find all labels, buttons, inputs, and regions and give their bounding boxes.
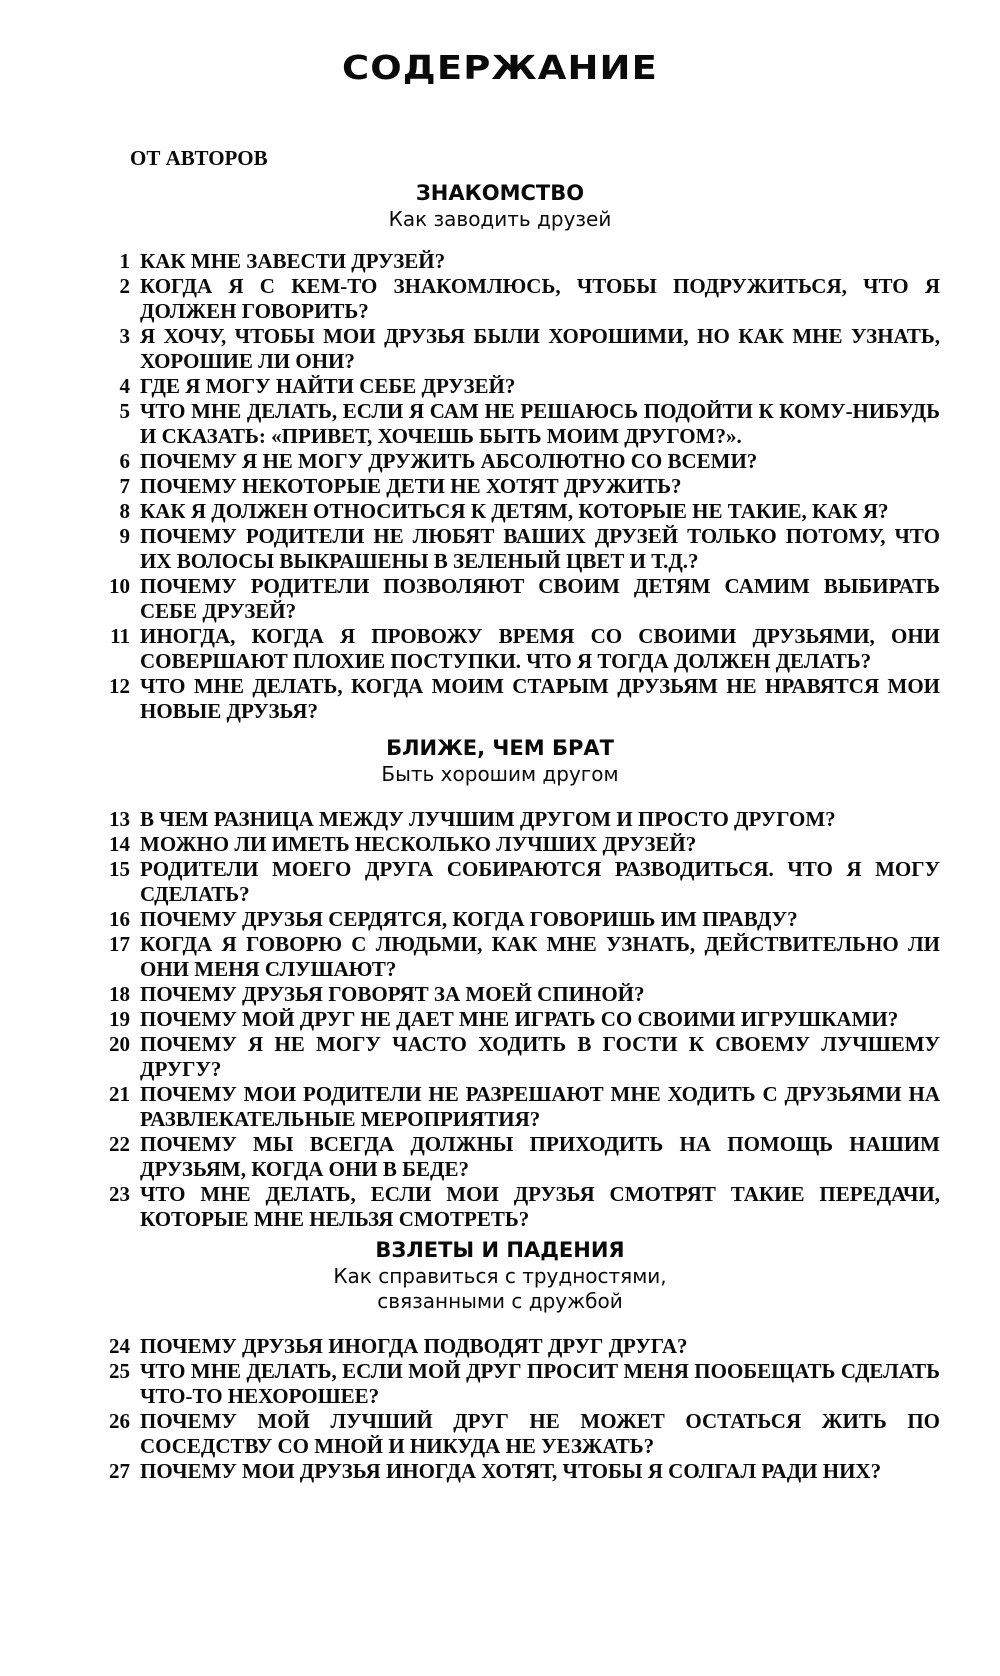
toc-item (0, 399, 1000, 449)
item-number: 7 (119, 474, 130, 498)
item-number: 5 (119, 399, 130, 423)
section-closer-than-brother (0, 735, 1000, 1232)
item-number: 24 (109, 1334, 130, 1358)
section-acquaintance (0, 180, 1000, 724)
toc-item (0, 574, 1000, 624)
item-text: ПОЧЕМУ МОИ РОДИТЕЛИ НЕ РАЗРЕШАЮТ МНЕ ХОДИТЬ С ДРУЗЬЯМИ НА РАЗВЛЕКАТЕЛЬНЫЕ МЕРОПРИЯТИЯ? (140, 1082, 940, 1131)
item-text: ПОЧЕМУ НЕКОТОРЫЕ ДЕТИ НЕ ХОТЯТ ДРУЖИТЬ? (140, 474, 682, 498)
toc-item (0, 1459, 1000, 1484)
toc-item (0, 1409, 1000, 1459)
item-text: ЧТО МНЕ ДЕЛАТЬ, КОГДА МОИМ СТАРЫМ ДРУЗЬЯМ НЕ НРАВЯТСЯ МОИ НОВЫЕ ДРУЗЬЯ? (140, 674, 940, 723)
toc-item (0, 374, 1000, 399)
toc-item (0, 474, 1000, 499)
item-text: МОЖНО ЛИ ИМЕТЬ НЕСКОЛЬКО ЛУЧШИХ ДРУЗЕЙ? (140, 832, 697, 856)
item-text: КОГДА Я С КЕМ-ТО ЗНАКОМЛЮСЬ, ЧТОБЫ ПОДРУЖИТЬСЯ, ЧТО Я ДОЛЖЕН ГОВОРИТЬ? (140, 274, 940, 323)
section-title: ВЗЛЕТЫ И ПАДЕНИЯ (375, 1238, 625, 1262)
item-text: КАК МНЕ ЗАВЕСТИ ДРУЗЕЙ? (140, 249, 446, 273)
toc-item (0, 832, 1000, 857)
toc-item (0, 1032, 1000, 1082)
toc-item (0, 674, 1000, 724)
toc-item (0, 1082, 1000, 1132)
item-number: 27 (109, 1459, 130, 1483)
toc-item (0, 1359, 1000, 1409)
item-number: 10 (109, 574, 130, 598)
item-text: КАК Я ДОЛЖЕН ОТНОСИТЬСЯ К ДЕТЯМ, КОТОРЫЕ НЕ ТАКИЕ, КАК Я? (140, 499, 889, 523)
item-number: 1 (119, 249, 130, 273)
toc-item (0, 499, 1000, 524)
section-header (0, 735, 1000, 787)
toc-item (0, 857, 1000, 907)
item-number: 16 (109, 907, 130, 931)
item-number: 11 (110, 624, 130, 648)
toc-item (0, 982, 1000, 1007)
toc-item (0, 1182, 1000, 1232)
item-text: ПОЧЕМУ МОЙ ЛУЧШИЙ ДРУГ НЕ МОЖЕТ ОСТАТЬСЯ ЖИТЬ ПО СОСЕДСТВУ СО МНОЙ И НИКУДА НЕ УЕЗЖАТЬ? (140, 1409, 940, 1458)
section-items (0, 1334, 1000, 1484)
item-text: ПОЧЕМУ ДРУЗЬЯ ИНОГДА ПОДВОДЯТ ДРУГ ДРУГА? (140, 1334, 688, 1358)
item-text: ПОЧЕМУ Я НЕ МОГУ ДРУЖИТЬ АБСОЛЮТНО СО ВСЕМИ? (140, 449, 758, 473)
section-title: БЛИЖЕ, ЧЕМ БРАТ (386, 736, 614, 760)
section-items (0, 249, 1000, 724)
toc-item (0, 524, 1000, 574)
section-title: ЗНАКОМСТВО (415, 181, 585, 205)
item-text: ПОЧЕМУ Я НЕ МОГУ ЧАСТО ХОДИТЬ В ГОСТИ К СВОЕМУ ЛУЧШЕМУ ДРУГУ? (140, 1032, 940, 1081)
item-number: 25 (109, 1359, 130, 1383)
section-subtitle: Как заводить друзей (388, 207, 612, 231)
item-text: ПОЧЕМУ РОДИТЕЛИ ПОЗВОЛЯЮТ СВОИМ ДЕТЯМ САМИМ ВЫБИРАТЬ СЕБЕ ДРУЗЕЙ? (140, 574, 940, 623)
item-number: 26 (109, 1409, 130, 1433)
item-number: 19 (109, 1007, 130, 1031)
item-text: В ЧЕМ РАЗНИЦА МЕЖДУ ЛУЧШИМ ДРУГОМ И ПРОСТО ДРУГОМ? (140, 807, 836, 831)
item-text: ПОЧЕМУ МОЙ ДРУГ НЕ ДАЕТ МНЕ ИГРАТЬ СО СВОИМИ ИГРУШКАМИ? (140, 1007, 899, 1031)
item-number: 3 (119, 324, 130, 348)
item-number: 12 (109, 674, 130, 698)
toc-item (0, 324, 1000, 374)
toc-item (0, 449, 1000, 474)
toc-item (0, 249, 1000, 274)
item-number: 9 (119, 524, 130, 548)
toc-item (0, 1007, 1000, 1032)
item-text: Я ХОЧУ, ЧТОБЫ МОИ ДРУЗЬЯ БЫЛИ ХОРОШИМИ, НО КАК МНЕ УЗНАТЬ, ХОРОШИЕ ЛИ ОНИ? (140, 324, 940, 373)
preface-entry: ОТ АВТОРОВ (130, 146, 268, 170)
toc-item (0, 932, 1000, 982)
item-number: 13 (109, 807, 130, 831)
section-header (0, 180, 1000, 232)
page-title: СОДЕРЖАНИЕ (342, 48, 658, 87)
item-number: 21 (109, 1082, 130, 1106)
item-number: 17 (109, 932, 130, 956)
item-number: 23 (109, 1182, 130, 1206)
item-number: 20 (109, 1032, 130, 1056)
section-subtitle: Быть хорошим другом (381, 762, 619, 786)
item-text: ГДЕ Я МОГУ НАЙТИ СЕБЕ ДРУЗЕЙ? (140, 374, 516, 398)
item-text: ПОЧЕМУ ДРУЗЬЯ ГОВОРЯТ ЗА МОЕЙ СПИНОЙ? (140, 982, 645, 1006)
item-number: 14 (109, 832, 130, 856)
item-text: ЧТО МНЕ ДЕЛАТЬ, ЕСЛИ МОЙ ДРУГ ПРОСИТ МЕНЯ ПООБЕЩАТЬ СДЕЛАТЬ ЧТО-ТО НЕХОРОШЕЕ? (140, 1359, 940, 1408)
section-items (0, 807, 1000, 1232)
toc-item (0, 624, 1000, 674)
item-text: ПОЧЕМУ МОИ ДРУЗЬЯ ИНОГДА ХОТЯТ, ЧТОБЫ Я СОЛГАЛ РАДИ НИХ? (140, 1459, 882, 1483)
item-number: 6 (119, 449, 130, 473)
item-number: 2 (119, 274, 130, 298)
item-text: РОДИТЕЛИ МОЕГО ДРУГА СОБИРАЮТСЯ РАЗВОДИТЬСЯ. ЧТО Я МОГУ СДЕЛАТЬ? (140, 857, 940, 906)
item-text: ИНОГДА, КОГДА Я ПРОВОЖУ ВРЕМЯ СО СВОИМИ ДРУЗЬЯМИ, ОНИ СОВЕРШАЮТ ПЛОХИЕ ПОСТУПКИ. ЧТО Я ТОГДА ДОЛЖЕН ДЕЛАТЬ? (140, 624, 940, 673)
item-text: ПОЧЕМУ ДРУЗЬЯ СЕРДЯТСЯ, КОГДА ГОВОРИШЬ ИМ ПРАВДУ? (140, 907, 798, 931)
section-header (0, 1237, 1000, 1314)
item-text: ЧТО МНЕ ДЕЛАТЬ, ЕСЛИ Я САМ НЕ РЕШАЮСЬ ПОДОЙТИ К КОМУ-НИБУДЬ И СКАЗАТЬ: «ПРИВЕТ, ХОЧЕШЬ БЫТЬ МОИМ ДРУГОМ?». (140, 399, 940, 448)
section-ups-and-downs (0, 1237, 1000, 1484)
item-text: ПОЧЕМУ МЫ ВСЕГДА ДОЛЖНЫ ПРИХОДИТЬ НА ПОМОЩЬ НАШИМ ДРУЗЬЯМ, КОГДА ОНИ В БЕДЕ? (140, 1132, 940, 1181)
toc-item (0, 1132, 1000, 1182)
toc-item (0, 1334, 1000, 1359)
item-text: ПОЧЕМУ РОДИТЕЛИ НЕ ЛЮБЯТ ВАШИХ ДРУЗЕЙ ТОЛЬКО ПОТОМУ, ЧТО ИХ ВОЛОСЫ ВЫКРАШЕНЫ В ЗЕЛЕНЫЙ ЦВЕТ И Т.Д.? (140, 524, 940, 573)
section-subtitle: Как справиться с трудностями, связанными с дружбой (333, 1264, 667, 1313)
toc-item (0, 807, 1000, 832)
item-number: 18 (109, 982, 130, 1006)
item-number: 8 (119, 499, 130, 523)
item-text: КОГДА Я ГОВОРЮ С ЛЮДЬМИ, КАК МНЕ УЗНАТЬ, ДЕЙСТВИТЕЛЬНО ЛИ ОНИ МЕНЯ СЛУШАЮТ? (140, 932, 940, 981)
item-number: 22 (109, 1132, 130, 1156)
toc-item (0, 907, 1000, 932)
item-number: 4 (119, 374, 130, 398)
item-number: 15 (109, 857, 130, 881)
item-text: ЧТО МНЕ ДЕЛАТЬ, ЕСЛИ МОИ ДРУЗЬЯ СМОТРЯТ ТАКИЕ ПЕРЕДАЧИ, КОТОРЫЕ МНЕ НЕЛЬЗЯ СМОТРЕТЬ? (140, 1182, 940, 1231)
toc-item (0, 274, 1000, 324)
